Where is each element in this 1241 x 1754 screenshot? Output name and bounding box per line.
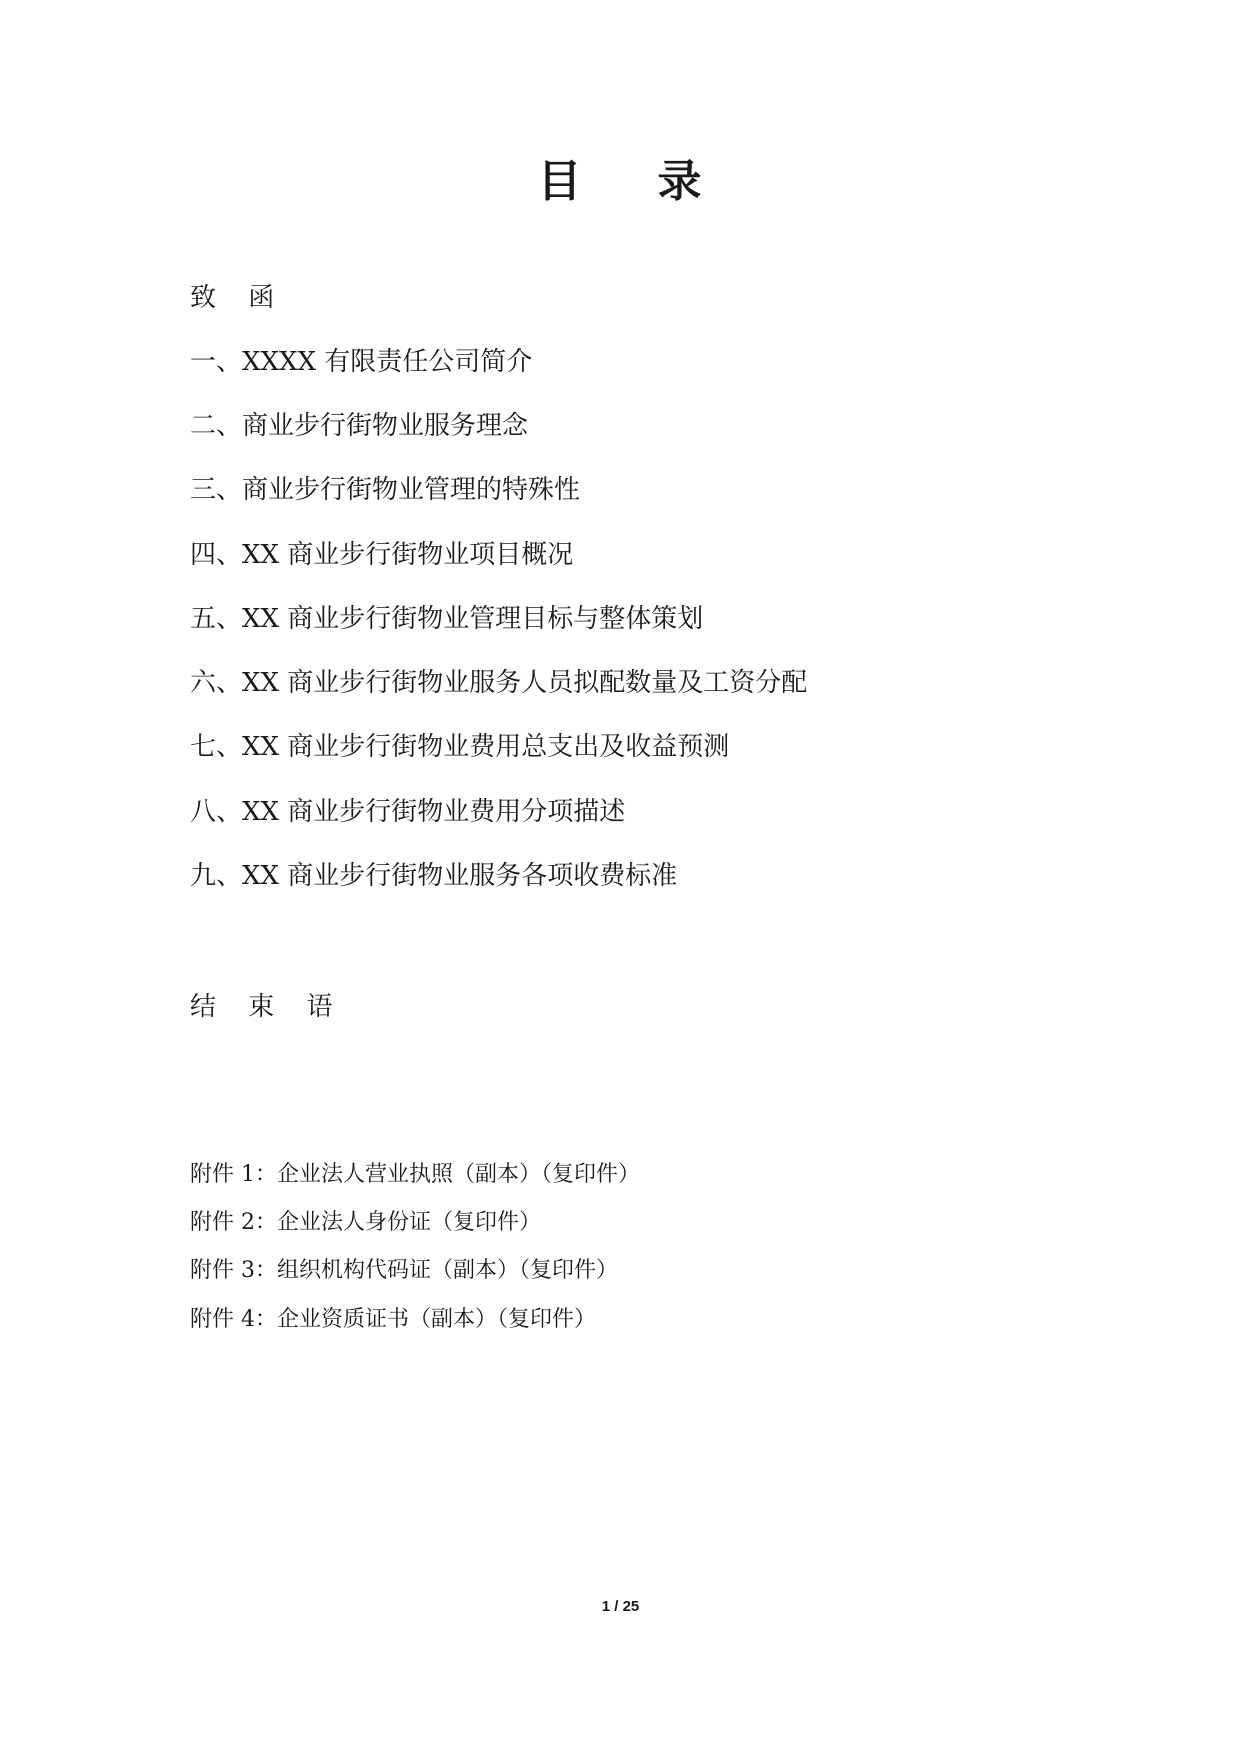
toc-item-6: 六、XX 商业步行街物业服务人员拟配数量及工资分配 (190, 668, 808, 698)
toc-closing: 结 束 语 (190, 992, 345, 1022)
attachment-2: 附件 2：企业法人身份证（复印件） (190, 1210, 541, 1235)
toc-item-1: 一、XXXX 有限责任公司简介 (190, 347, 533, 377)
toc-item-9: 九、XX 商业步行街物业服务各项收费标准 (190, 861, 678, 891)
attachment-1: 附件 1：企业法人营业执照（副本）（复印件） (190, 1162, 640, 1187)
title-char-2: 录 (657, 156, 704, 207)
toc-item-8: 八、XX 商业步行街物业费用分项描述 (190, 797, 626, 827)
toc-item-2: 二、商业步行街物业服务理念 (190, 411, 529, 441)
attachment-4: 附件 4：企业资质证书（副本）（复印件） (190, 1307, 596, 1332)
toc-intro: 致 函 (190, 283, 287, 313)
page-title (0, 152, 1241, 212)
toc-item-7: 七、XX 商业步行街物业费用总支出及收益预测 (190, 732, 730, 762)
toc-item-3: 三、商业步行街物业管理的特殊性 (190, 475, 581, 505)
toc-item-4: 四、XX 商业步行街物业项目概况 (190, 540, 574, 570)
page-number: 1 / 25 (601, 1598, 640, 1615)
toc-item-5: 五、XX 商业步行街物业管理目标与整体策划 (190, 604, 704, 634)
title-char-1: 目 (537, 156, 584, 207)
attachment-3: 附件 3：组织机构代码证（副本）（复印件） (190, 1258, 618, 1283)
